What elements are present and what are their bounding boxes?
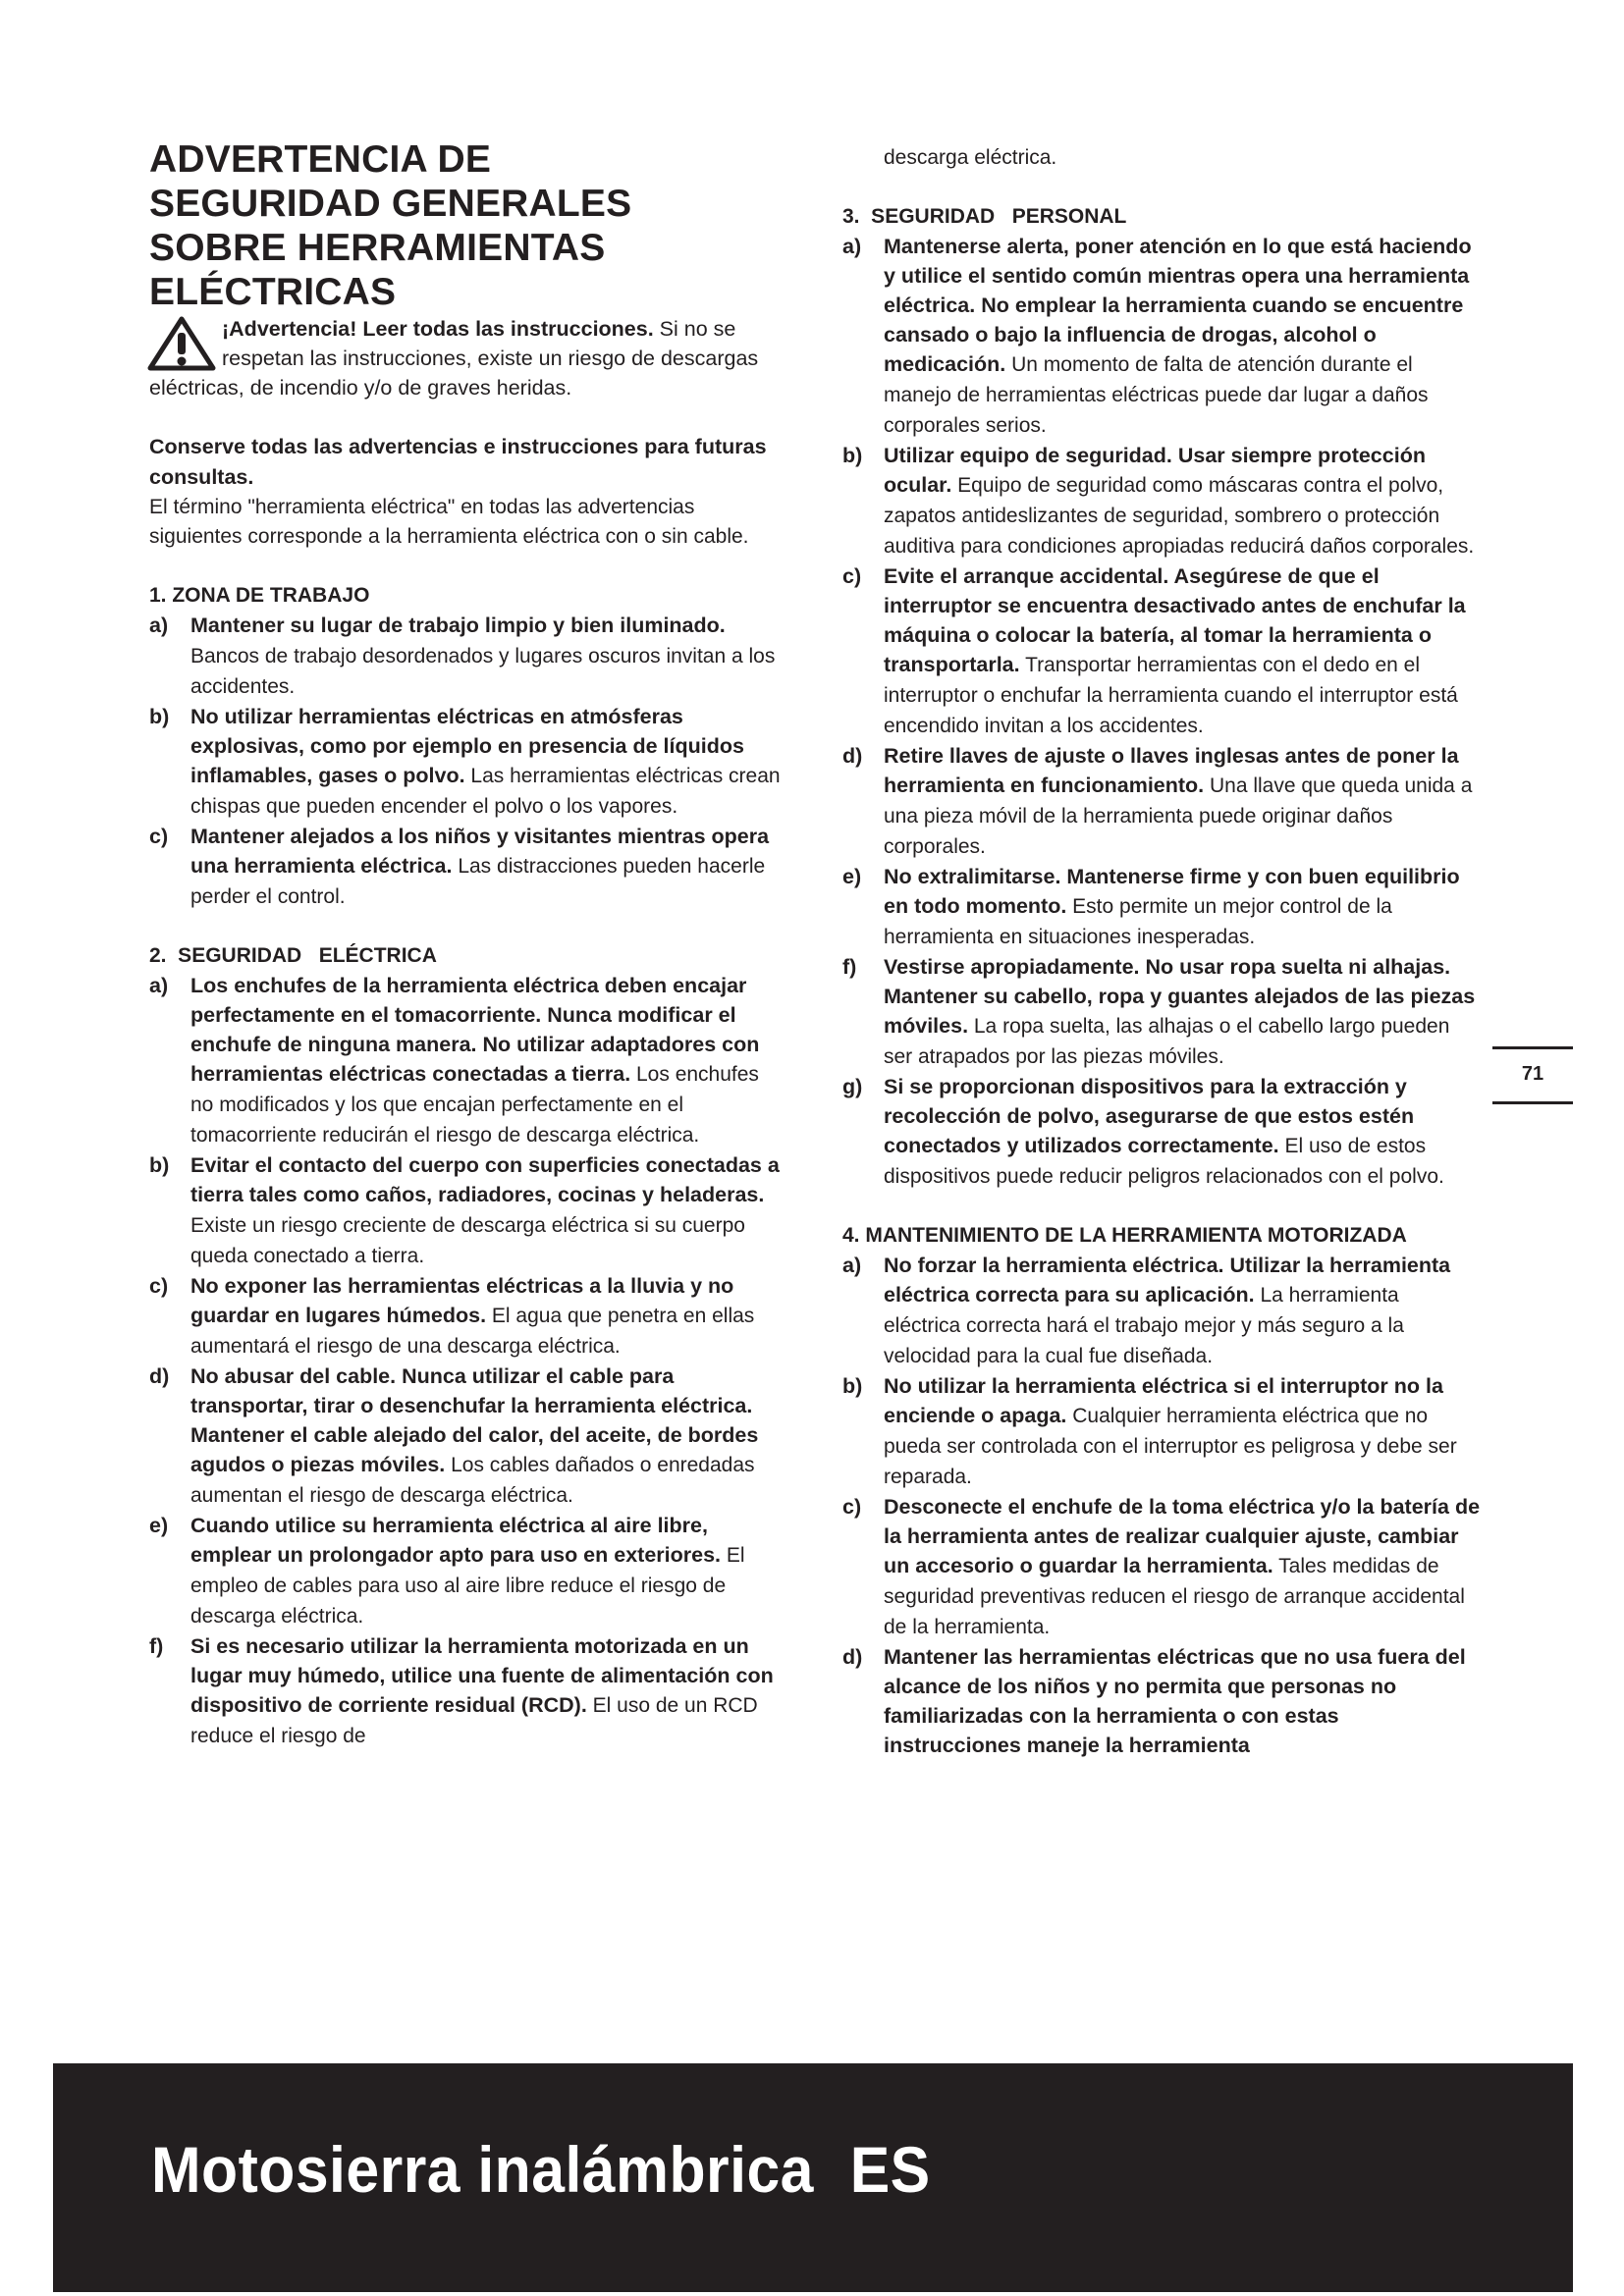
list-item: e) Cuando utilice su herramienta eléctrica al aire libre, emplear un prolongador apto para uso en exteriores. El empleo de cables para uso al aire libre reduce el riesgo de descarga eléctrica. xyxy=(149,1514,745,1628)
warning-triangle-icon xyxy=(147,316,216,371)
page-number-rule-bottom xyxy=(1492,1101,1573,1104)
list-item: g) Si se proporcionan dispositivos para la extracción y recolección de polvo, asegurarse de que estos estén conectados y utilizados correctamente. El uso de estos dispositivos puede reducir peligros relacionados con el polvo. xyxy=(842,1075,1444,1188)
list-item: d) No abusar del cable. Nunca utilizar el cable para transportar, tirar o desenchufar la herramienta eléctrica. Mantener el cable alejado del calor, del aceite, de bordes agudos o piezas móviles. Los cables dañados o enredadas aumentan el riesgo de descarga eléctrica. xyxy=(149,1364,759,1507)
continuation-text: descarga eléctrica. xyxy=(884,146,1057,169)
page-title: ADVERTENCIA DE SEGURIDAD GENERALES SOBRE HERRAMIENTAS ELÉCTRICAS xyxy=(149,138,632,313)
list-item: f) Vestirse apropiadamente. No usar ropa suelta ni alhajas. Mantener su cabello, ropa y guantes alejados de las piezas móviles. La ropa suelta, las alhajas o el cabello largo pueden ser atrapados por las piezas móviles. xyxy=(842,955,1476,1068)
conserve-bold: Conserve todas las advertencias e instrucciones para futuras consultas. xyxy=(149,435,767,489)
section-heading-seguridad-personal: 3. SEGURIDAD PERSONAL xyxy=(842,205,1127,228)
list-item: e) No extralimitarse. Mantenerse firme y con buen equilibrio en todo momento. Esto permite un mejor control de la herramienta en situaciones inesperadas. xyxy=(842,865,1460,948)
right-column xyxy=(842,143,1481,1761)
list-item: d) Retire llaves de ajuste o llaves inglesas antes de poner la herramienta en funcionamiento. Una llave que queda unida a una pieza móvil de la herramienta puede originar daños corporales. xyxy=(842,744,1473,858)
list-item: b) Utilizar equipo de seguridad. Usar siempre protección ocular. Equipo de seguridad como máscaras contra el polvo, zapatos antideslizantes de seguridad, sombrero o protección auditiva para condiciones apropiadas reducirá daños corporales. xyxy=(842,444,1475,558)
list-item: f) Si es necesario utilizar la herramienta motorizada en un lugar muy húmedo, utilice una fuente de alimentación con dispositivo de corriente residual (RCD). El uso de un RCD reduce el riesgo de xyxy=(149,1634,774,1747)
list-item: c) Mantener alejados a los niños y visitantes mientras opera una herramienta eléctrica. Las distracciones pueden hacerle perder el control. xyxy=(149,825,770,908)
warning-lead: ¡Advertencia! Leer todas las instrucciones. xyxy=(222,317,654,341)
list-item: b) No utilizar herramientas eléctricas en atmósferas explosivas, como por ejemplo en presencia de líquidos inflamables, gases o polvo. Las herramientas eléctricas crean chispas que pueden encender el polvo o los vapores. xyxy=(149,705,781,818)
list-item: b) Evitar el contacto del cuerpo con superficies conectadas a tierra tales como caños, radiadores, cocinas y heladeras. Existe un riesgo creciente de descarga eléctrica si su cuerpo queda conectado a tierra. xyxy=(149,1153,780,1267)
page-number-rule-top xyxy=(1492,1046,1573,1049)
list-item: d) Mantener las herramientas eléctricas que no usa fuera del alcance de los niños y no permita que personas no familiarizadas con la herramienta o con estas instrucciones maneje la herramienta xyxy=(842,1645,1466,1757)
warning-text: Si no se respetan las instrucciones, existe un riesgo de descargas eléctricas, de incendio y/o de graves heridas. xyxy=(149,317,759,400)
footer-product-name: Motosierra inalámbrica xyxy=(151,2133,814,2206)
warning-paragraph xyxy=(149,314,787,402)
list-item: c) No exponer las herramientas eléctricas a la lluvia y no guardar en lugares húmedos. El agua que penetra en ellas aumentará el riesgo de una descarga eléctrica. xyxy=(149,1274,755,1358)
footer-band xyxy=(53,2063,1573,2292)
footer-title xyxy=(151,2132,931,2207)
list-item: a) Mantener su lugar de trabajo limpio y bien iluminado. Bancos de trabajo desordenados y lugares oscuros invitan a los accidentes. xyxy=(149,614,776,698)
list-item: a) Mantenerse alerta, poner atención en lo que está haciendo y utilice el sentido común mientras opera una herramienta eléctrica. No emplear la herramienta cuando se encuentre cansado o bajo la influencia de drogas, alcohol o medicación. Un momento de falta de atención durante el manejo de herramientas eléctricas puede dar lugar a daños corporales serios. xyxy=(842,235,1472,437)
conserve-paragraph xyxy=(149,432,787,552)
list-item: c) Evite el arranque accidental. Asegúrese de que el interruptor se encuentra desactivado antes de enchufar la máquina o colocar la batería, al tomar la herramienta o transportarla. Transportar herramientas con el dedo en el interruptor o enchufar la herramienta cuando el interruptor está encendido invitan a los accidentes. xyxy=(842,564,1466,737)
page-number: 71 xyxy=(1521,1063,1544,1085)
list-item: a) Los enchufes de la herramienta eléctrica deben encajar perfectamente en el tomacorriente. Nunca modificar el enchufe de ninguna manera. No utilizar adaptadores con herramientas eléctricas conectadas a tierra. Los enchufes no modificados y los que encajan perfectamente en el tomacorriente reducirán el riesgo de descarga eléctrica. xyxy=(149,974,760,1147)
section-heading-mantenimiento: 4. MANTENIMIENTO DE LA HERRAMIENTA MOTORIZADA xyxy=(842,1224,1407,1247)
footer-language-code: ES xyxy=(849,2133,931,2206)
conserve-text: El término "herramienta eléctrica" en todas las advertencias siguientes corresponde a la herramienta eléctrica con o sin cable. xyxy=(149,496,749,548)
section-heading-zona-trabajo: 1. ZONA DE TRABAJO xyxy=(149,584,370,607)
section-heading-seguridad-electrica: 2. SEGURIDAD ELÉCTRICA xyxy=(149,944,437,967)
list-item: a) No forzar la herramienta eléctrica. Utilizar la herramienta eléctrica correcta para su aplicación. La herramienta eléctrica correcta hará el trabajo mejor y más seguro a la velocidad para la cual fue diseñada. xyxy=(842,1254,1451,1367)
list-item: c) Desconecte el enchufe de la toma eléctrica y/o la batería de la herramienta antes de realizar cualquier ajuste, cambiar un accesorio o guardar la herramienta. Tales medidas de seguridad preventivas reducen el riesgo de arranque accidental de la herramienta. xyxy=(842,1495,1481,1638)
left-column xyxy=(149,137,787,1751)
list-item: b) No utilizar la herramienta eléctrica si el interruptor no la enciende o apaga. Cualquier herramienta eléctrica que no pueda ser controlada con el interruptor es peligrosa y debe ser reparada. xyxy=(842,1374,1457,1488)
